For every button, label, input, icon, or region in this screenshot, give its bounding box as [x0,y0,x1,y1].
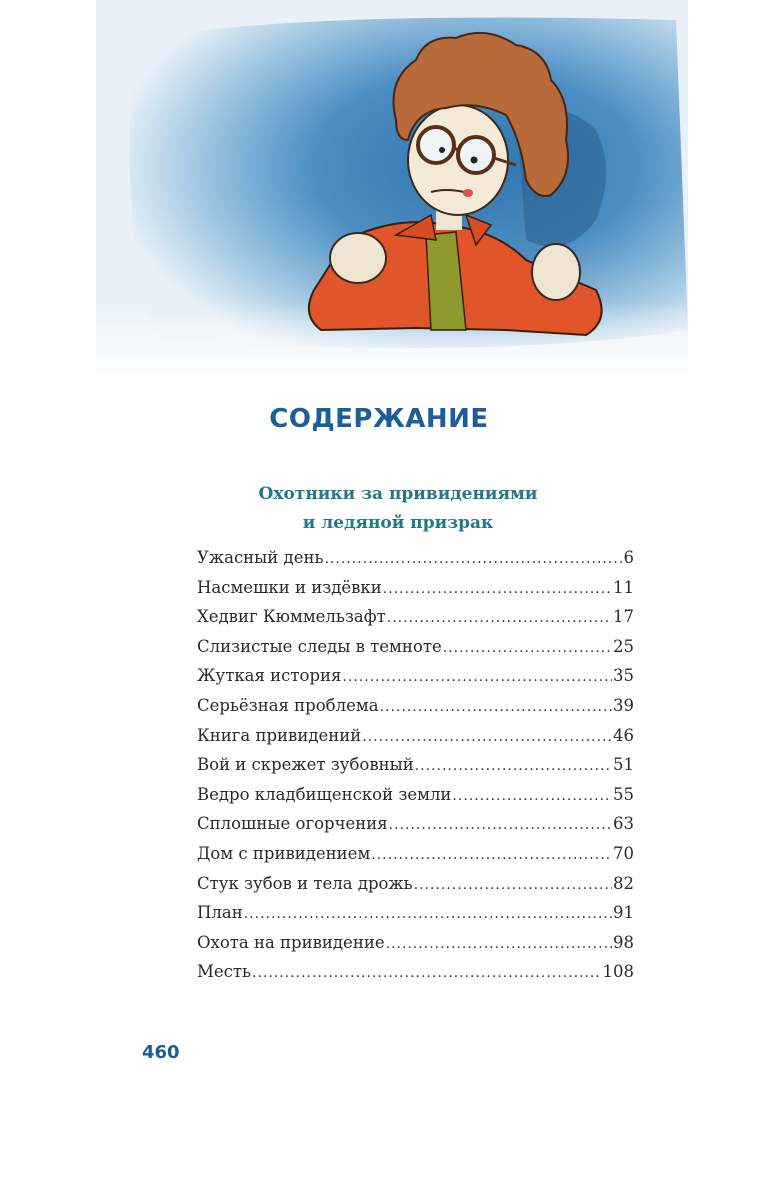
toc-entry[interactable] [197,755,634,785]
toc-entry-page: 91 [613,903,634,923]
toc-list [197,548,634,992]
toc-entry-page: 70 [613,843,634,863]
chapter-illustration [96,0,688,372]
toc-entry-title: Книга привидений [197,725,362,745]
toc-entry-title: Стук зубов и тела дрожь [197,873,413,893]
dot-leader [452,788,612,804]
toc-entry-page: 6 [623,548,634,567]
dot-leader [389,817,612,833]
toc-entry-page: 35 [613,666,634,686]
toc-entry-title: Насмешки и издёвки [197,577,382,597]
dot-leader [383,581,612,597]
dot-leader [387,610,612,626]
toc-entry-title: Жуткая история [197,666,342,686]
book-title [0,480,758,538]
toc-entry-title: Ведро кладбищенской земли [197,784,452,804]
toc-entry-page: 51 [613,755,634,775]
toc-entry-title: Охота на привидение [197,932,385,952]
toc-entry-page: 108 [602,962,634,982]
toc-entry[interactable] [197,548,634,578]
toc-entry[interactable] [197,637,634,667]
toc-entry-page: 63 [613,814,634,834]
toc-entry[interactable] [197,933,634,963]
dot-leader [415,758,612,774]
page-number: 460 [142,1042,180,1063]
toc-entry-title: Дом с привидением [197,843,371,863]
dot-leader [362,729,612,745]
dot-leader [443,640,612,656]
toc-entry[interactable] [197,726,634,756]
toc-entry-title: Ужасный день [197,548,324,567]
toc-entry-page: 39 [613,695,634,715]
toc-entry-title: Серьёзная проблема [197,695,379,715]
toc-entry-page: 25 [613,636,634,656]
toc-entry[interactable] [197,696,634,726]
toc-entry[interactable] [197,903,634,933]
toc-entry[interactable] [197,666,634,696]
toc-entry[interactable] [197,607,634,637]
book-title-line-2: и ледяной призрак [302,513,494,533]
toc-entry-title: Хедвиг Кюммельзафт [197,607,386,627]
toc-entry-title: Слизистые следы в темноте [197,636,442,656]
toc-heading: СОДЕРЖАНИЕ [269,404,489,434]
toc-entry-title: План [197,903,243,923]
toc-entry-title: Вой и скрежет зубовный [197,755,414,775]
toc-entry-page: 46 [613,725,634,745]
dot-leader [386,936,612,952]
toc-entry[interactable] [197,578,634,608]
toc-entry[interactable] [197,874,634,904]
toc-entry-title: Сплошные огорчения [197,814,388,834]
dot-leader [342,669,612,685]
toc-entry[interactable] [197,785,634,815]
toc-entry[interactable] [197,814,634,844]
toc-entry-page: 17 [613,607,634,627]
toc-entry-title: Месть [197,962,252,982]
dot-leader [414,877,612,893]
dot-leader [252,965,601,981]
toc-entry-page: 82 [613,873,634,893]
toc-entry-page: 11 [613,577,634,597]
dot-leader [371,847,612,863]
toc-entry[interactable] [197,844,634,874]
dot-leader [380,699,612,715]
toc-entry-page: 98 [613,932,634,952]
dot-leader [244,906,612,922]
toc-entry-page: 55 [613,784,634,804]
dot-leader [324,551,622,567]
book-title-line-1: Охотники за привидениями [258,484,538,504]
toc-entry[interactable] [197,962,634,992]
